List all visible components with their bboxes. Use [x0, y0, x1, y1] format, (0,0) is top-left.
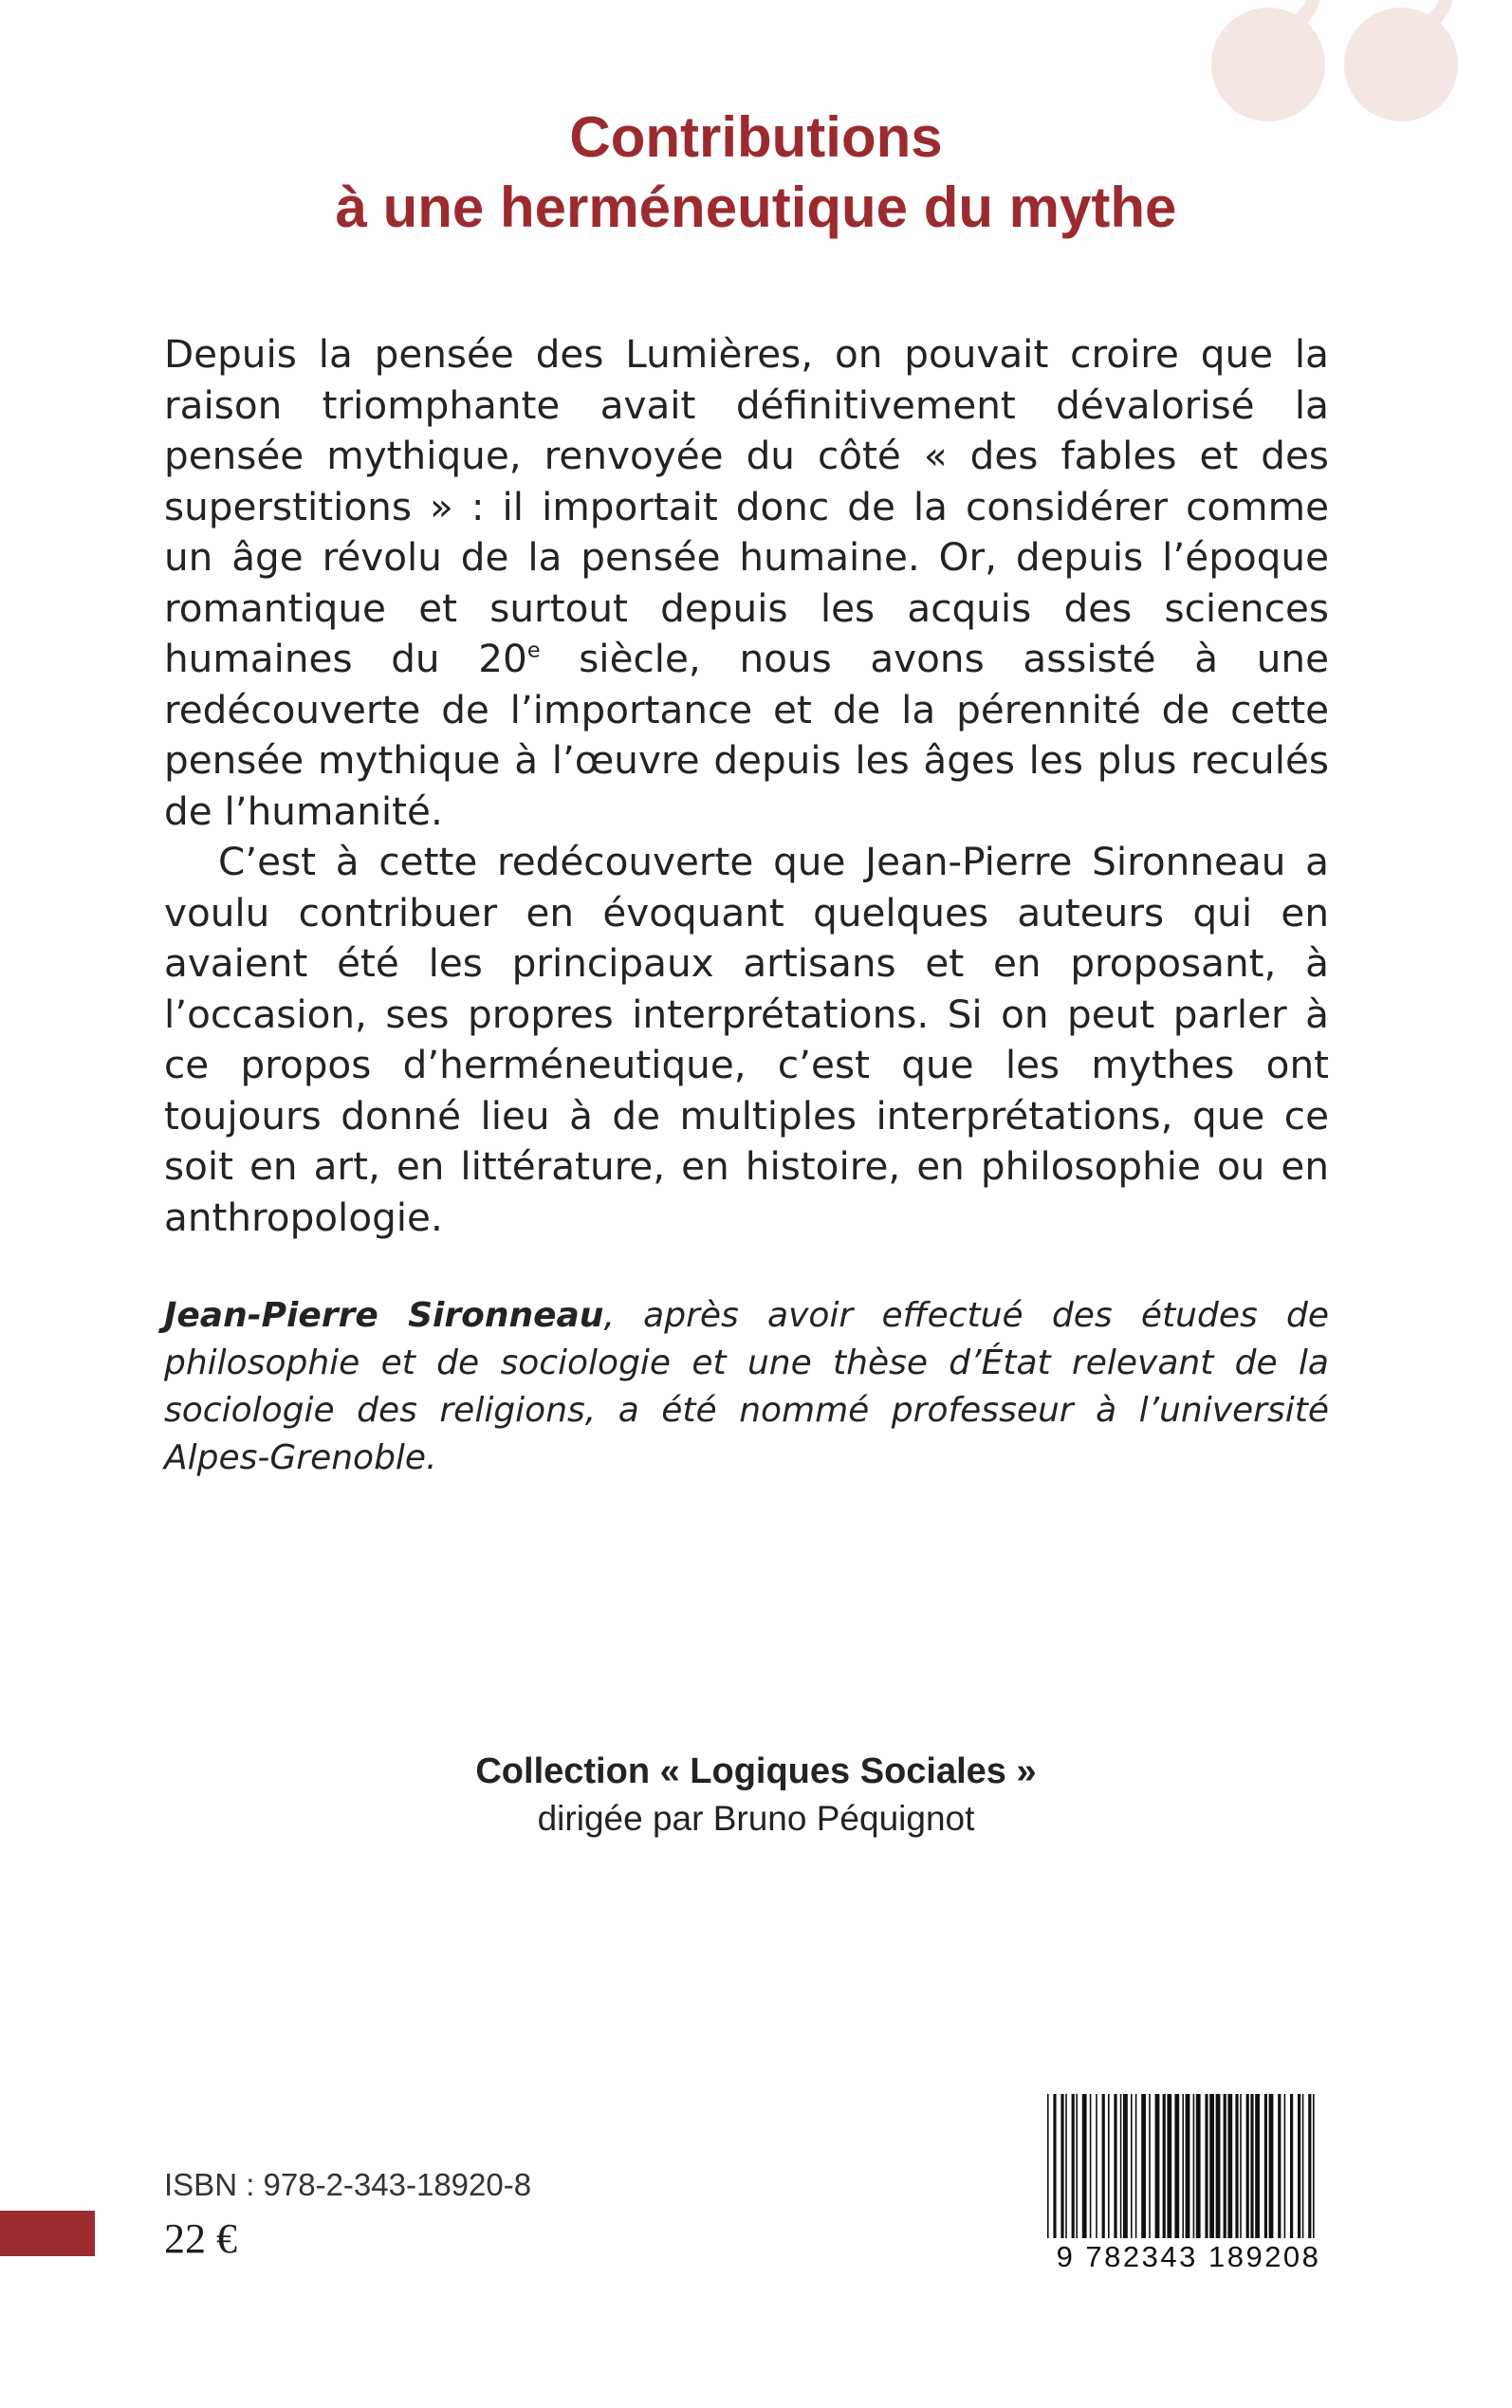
author-name: Jean-Pierre Sironneau	[164, 1296, 604, 1335]
summary-p1-part-2: siècle, nous avons assisté à une redécouverte de l’importance et de la pérennité de cette pensée mythique à l’œuvre depuis les âges les plus reculés de l’humanité.	[164, 636, 1329, 834]
isbn: ISBN : 978-2-343-18920-8	[164, 2167, 532, 2202]
accent-bar	[0, 2211, 95, 2256]
author-bio	[164, 1292, 1329, 1482]
author-bio-text: , après avoir effectué des études de philosophie et de sociologie et une thèse d’État relevant de la sociologie des religions, a été nommé professeur à l’université Alpes-Grenoble.	[164, 1296, 1330, 1477]
barcode	[1043, 2094, 1334, 2277]
summary-paragraph-1	[164, 329, 1329, 837]
book-title-line-1: Contributions	[569, 105, 943, 169]
collection-editor: dirigée par Bruno Péquignot	[537, 1799, 975, 1838]
barcode-number: 9 782343 189208	[1043, 2238, 1334, 2276]
summary-text	[164, 329, 1329, 1243]
price: 22 €	[164, 2215, 237, 2262]
summary-paragraph-2: C’est à cette redécouverte que Jean-Pierre Sironneau a voulu contribuer en évoquant quelques auteurs qui en avaient été les principaux artisans et en proposant, à l’occasion, ses propres interprétations. Si on peut parler à ce propos d’herméneutique, c’est que les mythes ont toujours donné lieu à de multiples interprétations, que ce soit en art, en littérature, en histoire, en philosophie ou en anthropologie.	[164, 839, 1329, 1240]
collection-info	[0, 1748, 1512, 1843]
book-title-line-2: à une herméneutique du mythe	[335, 176, 1177, 239]
book-title	[0, 102, 1512, 243]
summary-p1-part-1: Depuis la pensée des Lumières, on pouvait croire que la raison triomphante avait définitivement dévalorisé la pensée mythique, renvoyée du côté « des fables et des superstitions » : il importait donc de la considérer comme un âge révolu de la pensée humaine. Or, depuis l’époque romantique et surtout depuis les acquis des sciences humaines du 20	[164, 331, 1329, 681]
summary-p1-superscript: e	[526, 638, 541, 663]
collection-name: Collection « Logiques Sociales »	[475, 1751, 1037, 1791]
barcode-icon	[1043, 2094, 1334, 2246]
